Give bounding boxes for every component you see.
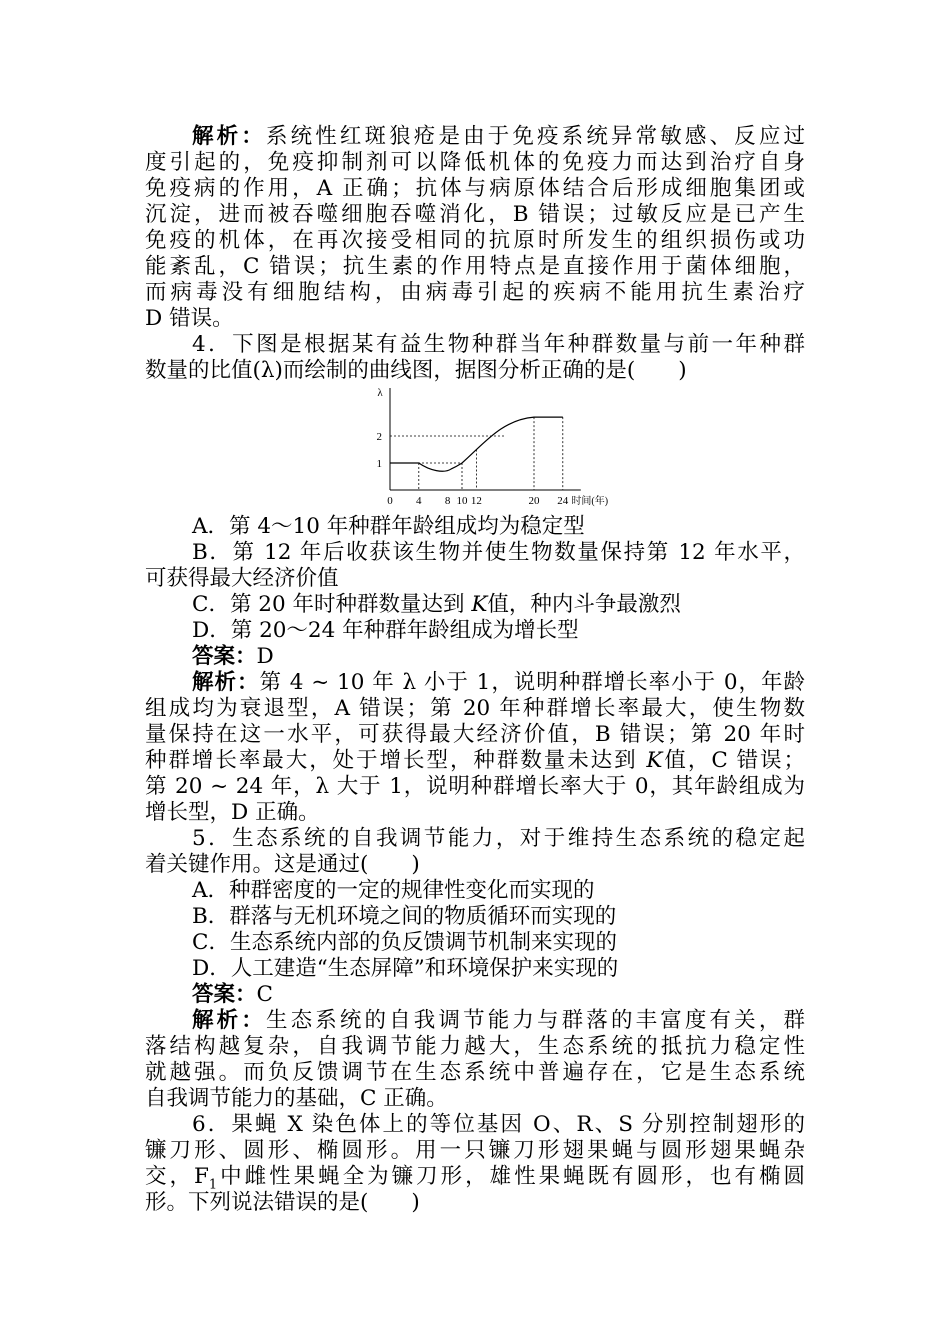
q5-option-a: A．种群密度的一定的规律性变化而实现的 (192, 878, 595, 903)
x-tick-label: 8 (444, 495, 451, 507)
q3-analysis-line-6: 能紊乱，C 错误；抗生素的作用特点是直接作用于菌体细胞， (145, 254, 805, 279)
x-tick-label: 10 (456, 495, 468, 507)
q5-stem-line-1: 5．生态系统的自我调节能力，对于维持生态系统的稳定起 (192, 826, 805, 851)
q5-option-b: B．群落与无机环境之间的物质循环而实现的 (192, 904, 617, 929)
q3-analysis-line-5: 免疫的机体，在再次接受相同的抗原时所发生的组织损伤或功 (145, 228, 805, 253)
analysis-label: 解析： (192, 124, 266, 149)
q5-stem-line-2: 着关键作用。这是通过( ) (145, 852, 420, 877)
q5-option-c: C．生态系统内部的负反馈调节机制来实现的 (192, 930, 617, 955)
y-tick-label: 2 (376, 431, 382, 443)
q3-analysis-line-3: 免疫病的作用，A 正确；抗体与病原体结合后形成细胞集团或 (145, 176, 805, 201)
answer-label: 答案： (192, 644, 257, 669)
q4-analysis-line-4: 种群增长率最大，处于增长型，种群数量未达到 K值，C 错误； (145, 748, 805, 773)
q6-stem-line-1: 6．果蝇 X 染色体上的等位基因 O、R、S 分别控制翅形的 (192, 1112, 805, 1137)
q4-option-a: A．第 4～10 年种群年龄组成均为稳定型 (192, 514, 585, 539)
analysis-label: 解析： (192, 670, 260, 695)
q5-analysis-line-2: 落结构越复杂，自我调节能力越大，生态系统的抵抗力稳定性 (145, 1034, 805, 1059)
q4-analysis-line-1: 解析：第 4 ~ 10 年 λ 小于 1，说明种群增长率小于 0，年龄 (192, 670, 805, 695)
q5-analysis-line-1: 解析：生态系统的自我调节能力与群落的丰富度有关，群 (192, 1008, 805, 1033)
x-tick-label: 20 (528, 495, 540, 507)
k-symbol: K (471, 592, 488, 617)
x-axis-label: 时间(年) (571, 496, 609, 507)
q4-stem-line-1: 4．下图是根据某有益生物种群当年种群数量与前一年种群 (192, 332, 805, 357)
y-tick-label: 1 (376, 458, 382, 470)
q3-analysis-line-1: 解析：系统性红斑狼疮是由于免疫系统异常敏感、反应过 (192, 124, 805, 149)
subscript-1: 1 (208, 1177, 218, 1193)
x-tick-label: 0 (387, 495, 393, 507)
q3-analysis-line-2: 度引起的，免疫抑制剂可以降低机体的免疫力而达到治疗自身 (145, 150, 805, 175)
q4-option-d: D．第 20～24 年种群年龄组成为增长型 (192, 618, 579, 643)
q4-stem-line-2: 数量的比值(λ)而绘制的曲线图，据图分析正确的是( ) (145, 358, 687, 383)
x-tick-label: 24 (557, 495, 569, 507)
q4-option-c: C．第 20 年时种群数量达到 K值，种内斗争最激烈 (192, 592, 681, 617)
q6-stem-line-4: 形。下列说法错误的是( ) (145, 1190, 420, 1215)
q5-analysis-line-3: 就越强。而负反馈调节在生态系统中普遍存在，它是生态系统 (145, 1060, 805, 1085)
q6-stem-line-2: 镰刀形、圆形、椭圆形。用一只镰刀形翅果蝇与圆形翅果蝇杂 (145, 1138, 805, 1163)
lambda-chart (360, 380, 630, 510)
q4-option-b-cont: 可获得最大经济价值 (145, 566, 339, 591)
q4-analysis-line-3: 量保持在这一水平，可获得最大经济价值，B 错误；第 20 年时 (145, 722, 805, 747)
x-tick-label: 12 (470, 495, 482, 507)
q4-analysis-line-5: 第 20 ~ 24 年，λ 大于 1，说明种群增长率大于 0，其年龄组成为 (145, 774, 805, 799)
x-tick-label: 4 (416, 495, 422, 507)
q4-analysis-line-2: 组成均为衰退型，A 错误；第 20 年种群增长率最大，使生物数 (145, 696, 805, 721)
y-axis-label: λ (377, 387, 383, 399)
q3-analysis-line-7: 而病毒没有细胞结构，由病毒引起的疾病不能用抗生素治疗 (145, 280, 805, 305)
q4-option-b: B．第 12 年后收获该生物并使生物数量保持第 12 年水平， (192, 540, 805, 565)
k-symbol: K (646, 748, 663, 773)
q3-analysis-line-8: D 错误。 (145, 306, 234, 331)
q4-analysis-line-6: 增长型，D 正确。 (145, 800, 320, 825)
q5-option-d: D．人工建造“生态屏障”和环境保护来实现的 (192, 956, 619, 981)
q5-analysis-line-4: 自我调节能力的基础，C 正确。 (145, 1086, 448, 1111)
q3-analysis-line-4: 沉淀，进而被吞噬细胞吞噬消化，B 错误；过敏反应是已产生 (145, 202, 805, 227)
analysis-label: 解析： (192, 1008, 266, 1033)
q6-stem-line-3: 交，$F_1$中雌性果蝇全为镰刀形，雄性果蝇既有圆形，也有椭圆 (145, 1164, 805, 1193)
answer-label: 答案： (192, 982, 257, 1007)
q5-answer: 答案：C (192, 982, 273, 1007)
q4-answer: 答案：D (192, 644, 274, 669)
